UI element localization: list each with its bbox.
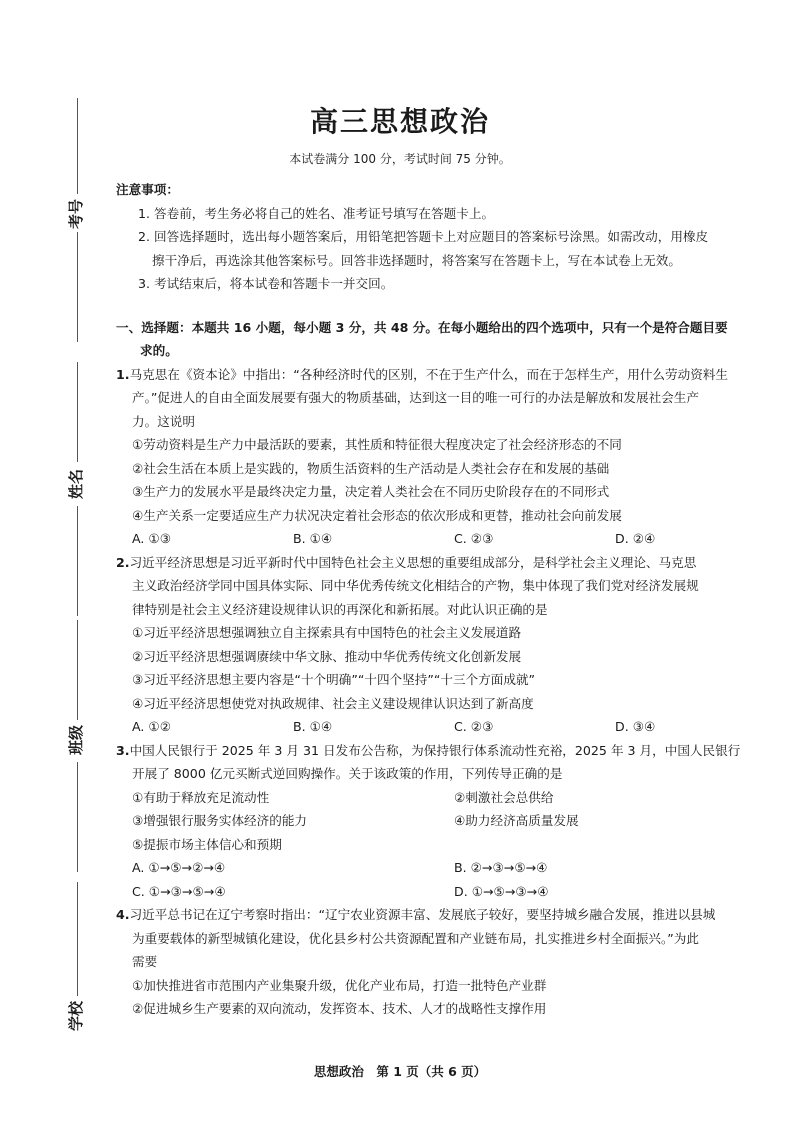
binding-label-school: 学校 <box>66 996 86 1036</box>
answer-choice-a: A. ①→⑤→②→④ <box>132 860 226 875</box>
question-stem-line <box>116 903 776 927</box>
statement-option: ②社会生活在本质上是实践的，物质生活资料的生产活动是人类社会存在和发展的基础 <box>132 460 610 476</box>
question-stem-line: 产。”促进人的自由全面发展要有强大的物质基础，达到这一目的唯一可行的办法是解放和发展社会生产 <box>132 390 699 405</box>
statement-option: ②习近平经济思想强调赓续中华文脉、推动中华优秀传统文化创新发展 <box>132 648 522 664</box>
answer-choice-c: C. ②③ <box>454 719 494 734</box>
question-number: 4. <box>116 907 130 922</box>
answer-choices <box>116 880 776 904</box>
statement-option: ④习近平经济思想使党对执政规律、社会主义建设规律认识达到了新高度 <box>132 695 534 711</box>
question-stem-line <box>116 739 776 763</box>
statement-option-row <box>116 786 776 810</box>
notice-item: 1. 答卷前，考生务必将自己的姓名、准考证号填写在答题卡上。 <box>138 205 495 221</box>
answer-choice-d: D. ③④ <box>615 719 656 734</box>
statement-option-row <box>116 809 776 833</box>
binding-label-exam-number: 考号 <box>66 194 86 234</box>
question-stem-line: 律特别是社会主义经济建设规律认识的再深化和新拓展。对此认识正确的是 <box>132 601 548 617</box>
statement-option: ②促进城乡生产要素的双向流动，发挥资本、技术、人才的战略性支撑作用 <box>132 1001 547 1016</box>
question-2 <box>116 551 776 739</box>
question-number: 1. <box>116 366 130 382</box>
statement-option: ⑤提振市场主体信心和预期 <box>132 836 282 852</box>
statement-option: ③生产力的发展水平是最终决定力量，决定着人类社会在不同历史阶段存在的不同形式 <box>132 484 610 499</box>
binding-line <box>77 620 78 720</box>
statement-option: ②刺激社会总供给 <box>454 789 554 805</box>
question-stem-text: 马克思在《资本论》中指出：“各种经济时代的区别，不在于生产什么，而在于怎样生产，用什么劳动资料生 <box>129 366 728 382</box>
notice-title: 注意事项： <box>116 182 179 197</box>
statement-option: ④生产关系一定要适应生产力状况决定着社会形态的依次形成和更替，推动社会向前发展 <box>132 507 622 523</box>
question-stem-line <box>116 551 776 575</box>
answer-choice-b: B. ②→③→⑤→④ <box>454 860 548 875</box>
answer-choices <box>116 856 776 880</box>
answer-choice-d: D. ①→⑤→③→④ <box>454 883 549 899</box>
question-stem-text: 中国人民银行于 2025 年 3 月 31 日发布公告称，为保持银行体系流动性充裕，2025 年 3 月，中国人民银行 <box>129 742 741 758</box>
answer-choices <box>116 715 776 739</box>
binding-margin <box>56 90 96 1050</box>
binding-label-class: 班级 <box>66 720 86 760</box>
statement-option: ①有助于释放充足流动性 <box>132 789 270 805</box>
answer-choice-b: B. ①④ <box>293 531 333 546</box>
question-stem-text: 习近平经济思想是习近平新时代中国特色社会主义思想的重要组成部分，是科学社会主义理论、马克思 <box>129 554 697 570</box>
answer-choice-a: A. ①③ <box>132 531 171 546</box>
section-heading-line: 求的。 <box>140 343 178 358</box>
binding-label-name: 姓名 <box>66 464 86 504</box>
answer-choice-c: C. ②③ <box>454 531 494 546</box>
question-4 <box>116 903 776 1021</box>
section-heading <box>116 316 776 363</box>
answer-choice-a: A. ①② <box>132 719 171 734</box>
exam-info: 本试卷满分 100 分，考试时间 75 分钟。 <box>289 152 511 166</box>
question-stem-line: 为重要载体的新型城镇化建设，优化县乡村公共资源配置和产业链布局，扎实推进乡村全面振兴。”为此 <box>132 930 699 946</box>
question-1 <box>116 363 776 551</box>
question-stem-line <box>116 363 776 387</box>
section-heading-line: 一、选择题：本题共 16 小题，每小题 3 分，共 48 分。在每小题给出的四个选项中，只有一个是符合题目要 <box>116 319 728 335</box>
answer-choice-d: D. ②④ <box>615 531 656 546</box>
question-3 <box>116 739 776 904</box>
question-number: 2. <box>116 554 130 570</box>
binding-line <box>77 506 78 616</box>
binding-line <box>77 882 78 1002</box>
question-stem-line: 开展了 8000 亿元买断式逆回购操作。关于该政策的作用，下列传导正确的是 <box>132 766 563 781</box>
binding-line <box>77 362 78 462</box>
binding-line <box>77 232 78 342</box>
binding-line <box>77 762 78 872</box>
page-footer: 思想政治 第 1 页（共 6 页） <box>313 1064 487 1079</box>
notice-item: 2. 回答选择题时，选出每小题答案后，用铅笔把答题卡上对应题目的答案标号涂黑。如需改动，用橡皮 <box>138 229 709 244</box>
exam-content <box>116 178 776 1021</box>
answer-choice-c: C. ①→③→⑤→④ <box>132 883 226 899</box>
statement-option: ①习近平经济思想强调独立自主探索具有中国特色的社会主义发展道路 <box>132 625 522 640</box>
notice-item: 3. 考试结束后，将本试卷和答题卡一并交回。 <box>138 276 394 291</box>
question-stem-text: 习近平总书记在辽宁考察时指出：“辽宁农业资源丰富、发展底子较好，要坚持城乡融合发展，推进以县城 <box>129 907 716 922</box>
statement-option: ①劳动资料是生产力中最活跃的要素，其性质和特征很大程度决定了社会经济形态的不同 <box>132 437 622 452</box>
statement-option: ③增强银行服务实体经济的能力 <box>132 813 308 828</box>
question-stem-line: 力。这说明 <box>132 413 195 429</box>
question-stem-line: 需要 <box>132 954 158 969</box>
notice-item: 擦干净后，再选涂其他答案标号。回答非选择题时，将答案写在答题卡上，写在本试卷上无效。 <box>152 252 681 268</box>
question-stem-line: 主义政治经济学同中国具体实际、同中华优秀传统文化相结合的产物，集中体现了我们党对经济发展规 <box>132 578 699 593</box>
answer-choices <box>116 527 776 551</box>
question-number: 3. <box>116 742 130 758</box>
page-title: 高三思想政治 <box>309 105 490 138</box>
statement-option: ③习近平经济思想主要内容是“十个明确”“十四个坚持”“十三个方面成就” <box>132 672 536 687</box>
answer-choice-b: B. ①④ <box>293 719 333 734</box>
statement-option: ①加快推进省市范围内产业集聚升级，优化产业布局，打造一批特色产业群 <box>132 977 547 993</box>
statement-option: ④助力经济高质量发展 <box>454 813 579 828</box>
